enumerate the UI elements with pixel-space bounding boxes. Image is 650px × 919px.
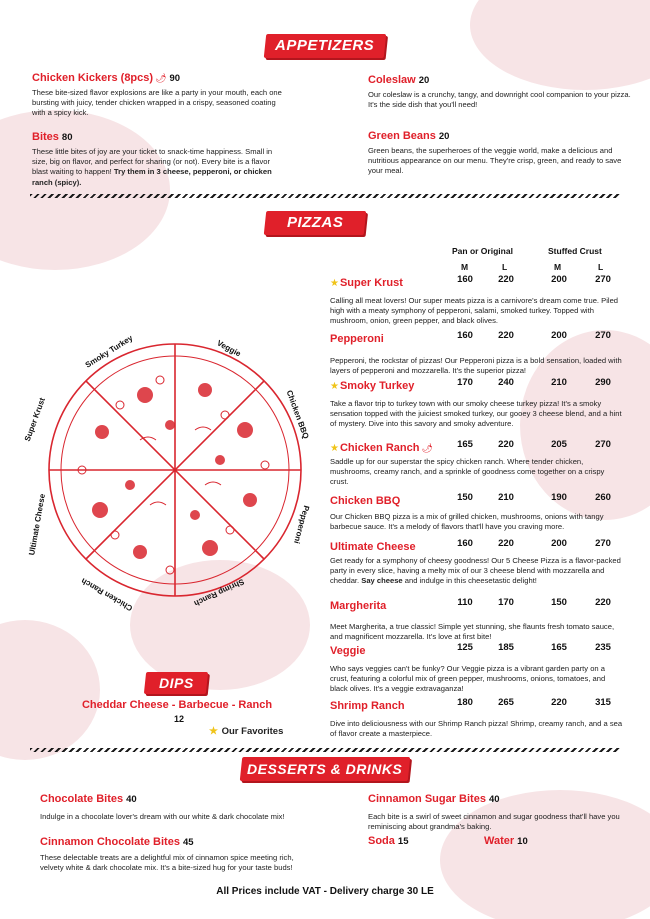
favorite-star-icon: ★ — [209, 726, 218, 737]
pizza-description: Dive into deliciousness with our Shrimp Ranch pizza! Shrimp, creamy ranch, and a sea of flavor create a masterpiece. — [330, 719, 623, 739]
price-stuffed-m: 210 — [551, 377, 567, 388]
price-pan-m: 160 — [457, 330, 473, 341]
pizza-name: Ultimate Cheese — [330, 541, 416, 553]
pizza-pepperoni — [330, 329, 620, 376]
item-description: These little bites of joy are your ticket to snack-time happiness. Small in size, big on flavor, and perfect for sharing (or not). Every bite is a flavor blast waiting to happen! Try them in 3 cheese, pepperoni, or chicken ranch (spicy). — [32, 147, 273, 187]
price-stuffed-m: 200 — [551, 538, 567, 549]
pizza-name: Chicken BBQ — [330, 495, 401, 507]
item-description: These bite-sized flavor explosions are like a party in your mouth, each one bursting with juicy, tender chicken wrapped in a crispy, seasoned coating with a spicy kick. — [32, 88, 282, 118]
price-stuffed-m: 220 — [551, 697, 567, 708]
pizza-illustration — [20, 320, 320, 620]
favorite-star-icon: ★ — [330, 443, 339, 454]
menu-item-cinnamon-sugar-bites — [368, 789, 628, 832]
price-pan-m: 110 — [457, 597, 473, 608]
dips-heading: DIPS — [158, 675, 194, 691]
pizza-description: Who says veggies can't be funky? Our Veggie pizza is a vibrant garden party on a crust, featuring a colorful mix of green pepper, mushrooms, onions, tomatoes, and black olives. It's a veggie extravaganza! — [330, 664, 606, 694]
price-stuffed-m: 205 — [551, 439, 567, 450]
pizza-shrimp-ranch — [330, 696, 623, 739]
item-price: 10 — [517, 836, 528, 847]
item-name: Coleslaw — [368, 74, 416, 86]
item-price: 15 — [397, 836, 409, 847]
pizza-name: Chicken Ranch — [339, 442, 420, 454]
item-name: Water — [484, 835, 515, 847]
price-pan-l: 220 — [498, 330, 514, 341]
slice-label-shrimp-ranch: Shrimp Ranch — [192, 576, 246, 609]
menu-item-green-beans — [368, 126, 628, 177]
menu-item-chicken-kickers — [32, 68, 282, 119]
item-name: Bites — [32, 131, 59, 143]
price-pan-l: 240 — [498, 377, 514, 388]
slice-label-smoky-turkey: Smoky Turkey — [83, 333, 135, 370]
favorite-star-icon: ★ — [330, 381, 339, 392]
pizza-drawing — [20, 320, 320, 620]
item-description: These delectable treats are a delightful mix of cinnamon spice meeting rich, velvety white & dark chocolate mix. It's a bite-sized hug for your taste buds! — [40, 853, 294, 873]
slice-label-super-krust: Super Krust — [22, 396, 47, 443]
item-price: 80 — [61, 132, 73, 143]
pizza-super-krust — [330, 273, 620, 327]
pizza-description: Take a flavor trip to turkey town with our smoky cheese turkey pizza! It's a smoky sensation topped with the juiciest smoked turkey, our gooey 3 cheese blend, and a hint of mystery. Dive into this savory and smoky adventure. — [330, 399, 622, 429]
item-name: Chocolate Bites — [40, 793, 124, 805]
price-pan-m: 180 — [457, 697, 473, 708]
menu-item-chocolate-bites — [40, 789, 340, 822]
price-pan-m: 165 — [457, 439, 473, 450]
price-pan-m: 170 — [457, 377, 473, 388]
price-stuffed-m: 200 — [551, 330, 567, 341]
item-price: 40 — [488, 794, 500, 805]
item-price: 20 — [438, 131, 450, 142]
price-stuffed-l: 270 — [595, 330, 611, 341]
pizza-smoky-turkey — [330, 376, 620, 430]
item-price: 90 — [169, 73, 181, 84]
item-price: 45 — [182, 837, 194, 848]
pizza-description: Our Chicken BBQ pizza is a mix of grilled chicken, mushrooms, onions with tangy barbecue sauce. It's a melody of flavors that'll have you craving more. — [330, 512, 604, 532]
size-header-m: M — [461, 262, 469, 272]
pizza-name: Veggie — [330, 645, 366, 657]
price-stuffed-l: 235 — [595, 642, 611, 653]
price-stuffed-l: 260 — [595, 492, 611, 503]
pizza-description: Calling all meat lovers! Our super meats pizza is a carnivore's dream come true. Piled high with a meaty symphony of pepperoni, salami, smoked turkey. Topped with mushroom, onion, green pepper, and black olives. — [330, 296, 619, 326]
description-bold: Say cheese — [361, 576, 403, 586]
footer-note: All Prices include VAT - Delivery charge 30 LE — [216, 886, 434, 897]
stuffed-crust-header: Stuffed Crust — [548, 246, 602, 256]
pan-original-header: Pan or Original — [452, 246, 513, 256]
price-stuffed-m: 165 — [551, 642, 567, 653]
price-pan-m: 125 — [457, 642, 473, 653]
price-pan-l: 220 — [498, 274, 514, 285]
price-stuffed-m: 200 — [551, 274, 567, 285]
price-stuffed-l: 270 — [595, 274, 611, 285]
size-header-l: L — [598, 262, 604, 272]
item-description: Each bite is a swirl of sweet cinnamon and sugar goodness that'll have you reminiscing about grandma's baking. — [368, 812, 620, 832]
pizzas-banner — [264, 211, 367, 235]
pizza-description: Pepperoni, the rockstar of pizzas! Our Pepperoni pizza is a bold sensation, loaded with layers of pepperoni and mozzarella. It's the superior pizza! — [330, 356, 622, 376]
section-divider — [30, 748, 620, 752]
pizza-margherita — [330, 596, 620, 642]
slice-label-veggie: Veggie — [215, 338, 243, 359]
pizza-name: Super Krust — [339, 277, 403, 289]
slice-label-pepperoni: Pepperoni — [292, 504, 311, 545]
appetizers-heading: APPETIZERS — [275, 37, 375, 54]
pizza-name: Pepperoni — [330, 333, 384, 345]
price-pan-m: 160 — [457, 274, 473, 285]
slice-label-chicken-bbq: Chicken BBQ — [284, 388, 311, 441]
item-name: Chicken Kickers (8pcs) — [32, 72, 154, 84]
pizza-veggie — [330, 641, 620, 695]
price-stuffed-l: 315 — [595, 697, 611, 708]
price-pan-l: 265 — [498, 697, 514, 708]
slice-label-ultimate-cheese: Ultimate Cheese — [27, 493, 47, 556]
price-stuffed-m: 150 — [551, 597, 567, 608]
item-price: 40 — [126, 794, 137, 805]
item-description: Green beans, the superheroes of the veggie world, make a delicious and nutritious appearance on our menu. They're crisp, green, and ready to save your meal. — [368, 146, 622, 176]
pizzas-heading: PIZZAS — [286, 214, 344, 231]
menu-item-coleslaw — [368, 70, 633, 110]
favorites-legend — [209, 726, 283, 737]
price-stuffed-l: 270 — [595, 439, 611, 450]
menu-item-cinnamon-chocolate-bites — [40, 832, 295, 873]
item-description: Our coleslaw is a crunchy, tangy, and downright cool companion to your pizza. It's the side dish that you'll need! — [368, 90, 631, 110]
pizza-description: Meet Margherita, a true classic! Simple yet stunning, she flaunts fresh tomato sauce, and magnificent mozzarella. It's love at first bite! — [330, 622, 615, 642]
item-name: Green Beans — [368, 130, 436, 142]
price-pan-l: 220 — [498, 538, 514, 549]
price-stuffed-m: 190 — [551, 492, 567, 503]
appetizers-banner — [264, 34, 387, 58]
item-description: Indulge in a chocolate lover's dream with our white & dark chocolate mix! — [40, 812, 285, 821]
price-pan-l: 170 — [498, 597, 514, 608]
favorite-star-icon: ★ — [330, 278, 339, 289]
price-pan-m: 150 — [457, 492, 473, 503]
price-stuffed-l: 220 — [595, 597, 611, 608]
favorites-label: Our Favorites — [221, 726, 284, 737]
dips-price: 12 — [174, 714, 185, 724]
pizza-description: Get ready for a symphony of cheesy goodness! Our 5 Cheese Pizza is a flavor-packed party in every slice, having a melty mix of our 3 cheese blend with mozzarella and cheddar. Say cheese and indulge in this cheesetastic delight! — [330, 556, 621, 586]
pizza-description: Saddle up for our superstar the spicy chicken ranch. Where tender chicken, mushrooms, creamy ranch, and a sprinkle of goodness come together on a crispy crust. — [330, 457, 605, 487]
pizza-name: Margherita — [330, 600, 387, 612]
price-pan-l: 185 — [498, 642, 514, 653]
pizza-chicken-ranch — [330, 438, 620, 488]
chili-icon: 🌶 — [421, 443, 433, 453]
price-pan-l: 210 — [498, 492, 514, 503]
item-name: Soda — [368, 835, 395, 847]
menu-item-soda — [368, 831, 408, 849]
size-header-m: M — [554, 262, 562, 272]
chili-icon: 🌶 — [155, 73, 167, 83]
pizza-name: Smoky Turkey — [339, 380, 415, 392]
pizza-ultimate-cheese — [330, 537, 620, 587]
item-name: Cinnamon Sugar Bites — [368, 793, 486, 805]
price-pan-l: 220 — [498, 439, 514, 450]
size-header-l: L — [502, 262, 508, 272]
menu-item-bites — [32, 127, 287, 188]
price-pan-m: 160 — [457, 538, 473, 549]
desserts-banner — [240, 757, 411, 781]
pizza-name: Shrimp Ranch — [330, 700, 405, 712]
price-stuffed-l: 290 — [595, 377, 611, 388]
desserts-heading: DESSERTS & DRINKS — [247, 761, 403, 777]
dips-banner — [144, 672, 208, 694]
dips-items: Cheddar Cheese - Barbecue - Ranch — [81, 699, 273, 711]
item-name: Cinnamon Chocolate Bites — [40, 836, 180, 848]
slice-label-chicken-ranch: Chicken Ranch — [79, 576, 135, 613]
item-description-bold: Try them in 3 cheese, pepperoni, or chicken ranch (spicy). — [32, 167, 272, 187]
menu-item-water — [484, 831, 528, 849]
pizza-chicken-bbq — [330, 491, 620, 532]
section-divider — [30, 194, 620, 198]
item-price: 20 — [418, 75, 430, 86]
price-stuffed-l: 270 — [595, 538, 611, 549]
